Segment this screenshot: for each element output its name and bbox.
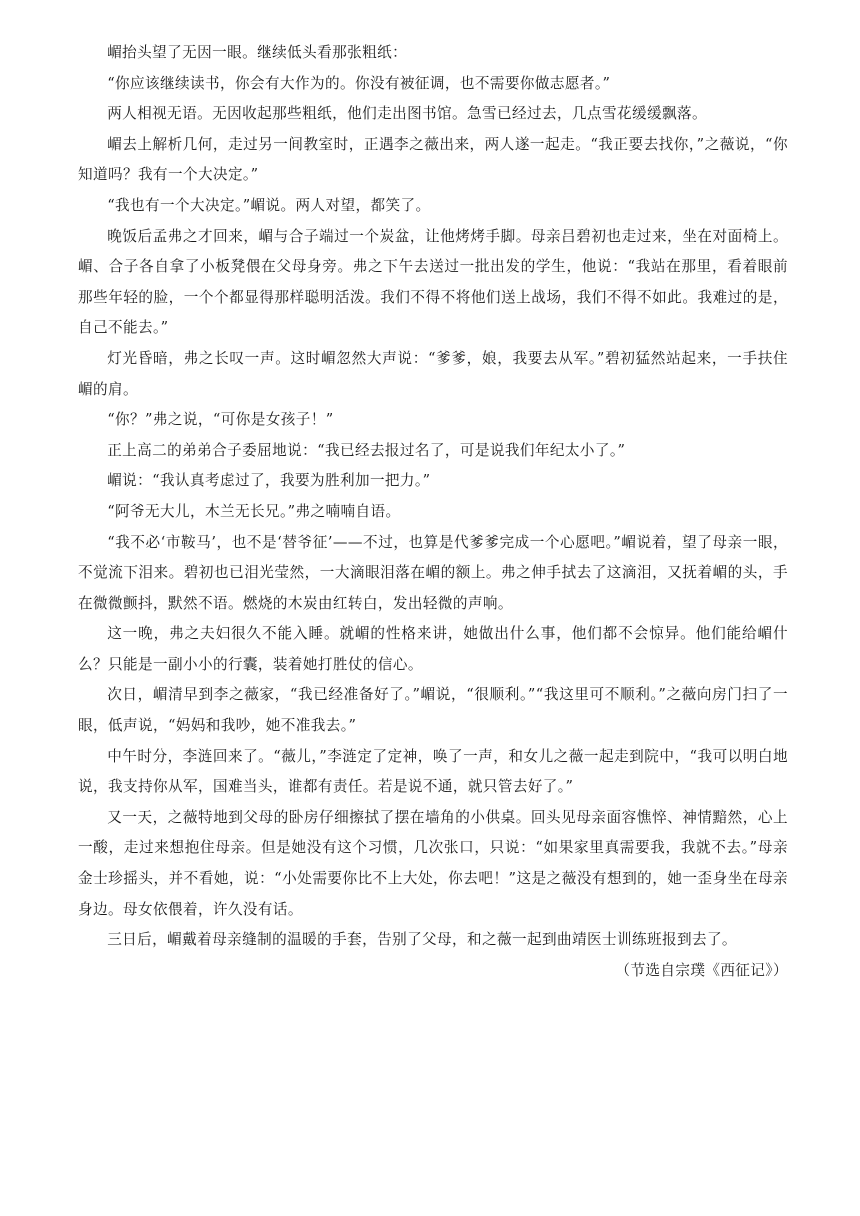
paragraph: 嵋去上解析几何，走过另一间教室时，正遇李之薇出来，两人遂一起走。“我正要去找你，”之薇说，“你知道吗？我有一个大决定。” — [78, 135, 788, 184]
paragraph: 嵋抬头望了无因一眼。继续低头看那张粗纸： — [107, 44, 408, 61]
paragraph: 正上高二的弟弟合子委屈地说：“我已经去报过名了，可是说我们年纪太小了。” — [107, 441, 626, 459]
paragraph: “我也有一个大决定。”嵋说。两人对望，都笑了。 — [107, 196, 431, 214]
paragraph: “阿爷无大儿，木兰无长兄。”弗之喃喃自语。 — [107, 502, 401, 520]
paragraph: “我不必‘市鞍马’，也不是‘替爷征’——不过，也算是代爹爹完成一个心愿吧。”嵋说着，望了母亲一眼，不觉流下泪来。碧初也已泪光莹然，一大滴眼泪落在嵋的额上。弗之伸手拭去了这滴泪，又抚着嵋的头，手在微微颤抖，默然不语。燃烧的木炭由红转白，发出轻微的声响。 — [78, 533, 788, 612]
document-page — [78, 38, 788, 986]
paragraph: 次日，嵋清早到李之薇家，“我已经准备好了。”嵋说，“很顺利。”“我这里可不顺利。”之薇向房门扫了一眼，低声说，“妈妈和我吵，她不准我去。” — [78, 686, 788, 735]
paragraph: “你？”弗之说，“可你是女孩子！” — [107, 411, 334, 429]
paragraph: 嵋说：“我认真考虑过了，我要为胜利加一把力。” — [107, 472, 431, 490]
paragraph: 灯光昏暗，弗之长叹一声。这时嵋忽然大声说：“爹爹，娘，我要去从军。”碧初猛然站起来，一手扶住嵋的肩。 — [78, 349, 788, 398]
paragraph: 两人相视无语。无因收起那些粗纸，他们走出图书馆。急雪已经过去，几点雪花缓缓飘落。 — [107, 105, 707, 123]
paragraph: “你应该继续读书，你会有大作为的。你没有被征调，也不需要你做志愿者。” — [107, 74, 611, 92]
paragraph: 又一天，之薇特地到父母的卧房仔细擦拭了摆在墙角的小供桌。回头见母亲面容憔悴、神情黯然，心上一酸，走过来想抱住母亲。但是她没有这个习惯，几次张口，只说：“如果家里真需要我，我就不去。”母亲金士珍摇头，并不看她，说：“小处需要你比不上大处，你去吧！”这是之薇没有想到的，她一歪身坐在母亲身边。母女依偎着，许久没有话。 — [78, 808, 788, 918]
paragraph: 三日后，嵋戴着母亲缝制的温暖的手套，告别了父母，和之薇一起到曲靖医士训练班报到去了。 — [107, 931, 737, 949]
paragraph: 中午时分，李涟回来了。“薇儿，”李涟定了定神，唤了一声，和女儿之薇一起走到院中，“我可以明白地说，我支持你从军，国难当头，谁都有责任。若是说不通，就只管去好了。” — [78, 747, 788, 796]
paragraph: 晚饭后孟弗之才回来，嵋与合子端过一个炭盆，让他烤烤手脚。母亲吕碧初也走过来，坐在对面椅上。嵋、合子各自拿了小板凳偎在父母身旁。弗之下午去送过一批出发的学生，他说：“我站在那里，看着眼前那些年轻的脸，一个个都显得那样聪明活泼。我们不得不将他们送上战场，我们不得不如此。我难过的是，自己不能去。” — [78, 227, 788, 337]
source-citation: （节选自宗璞《西征记》） — [615, 961, 788, 979]
paragraph: 这一晚，弗之夫妇很久不能入睡。就嵋的性格来讲，她做出什么事，他们都不会惊异。他们能给嵋什么？只能是一副小小的行囊，装着她打胜仗的信心。 — [78, 625, 788, 673]
